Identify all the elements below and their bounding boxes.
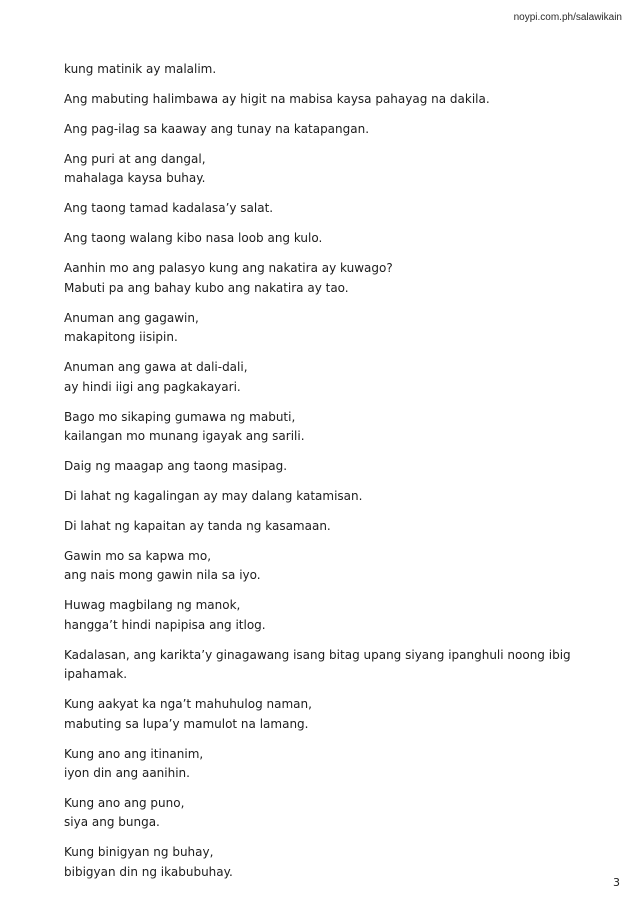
proverb-item: Kung ano ang itinanim, iyon din ang aanihin. [64, 746, 204, 781]
page-number: 3 [613, 876, 620, 889]
proverb-item: Anuman ang gagawin, makapitong iisipin. [64, 310, 199, 345]
proverb-item: Bago mo sikaping gumawa ng mabuti, kailangan mo munang igayak ang sarili. [64, 409, 305, 444]
proverb-item: Ang taong walang kibo nasa loob ang kulo. [64, 231, 323, 246]
proverb-item: Ang taong tamad kadalasa’y salat. [64, 201, 274, 216]
proverb-item: Ang puri at ang dangal, mahalaga kaysa buhay. [64, 152, 206, 186]
proverb-item: Anuman ang gawa at dali-dali, ay hindi iigi ang pagkakayari. [64, 360, 248, 394]
proverb-item: Di lahat ng kapaitan ay tanda ng kasamaan. [64, 519, 331, 534]
proverb-item: kung matinik ay malalim. [64, 62, 217, 76]
proverb-item: Huwag magbilang ng manok, hangga’t hindi napipisa ang itlog. [64, 598, 266, 632]
proverb-item: Kung ano ang puno, siya ang bunga. [64, 796, 185, 830]
proverb-list [64, 60, 604, 893]
proverb-item: Ang mabuting halimbawa ay higit na mabisa kaysa pahayag na dakila. [64, 92, 490, 106]
proverb-item: Daig ng maagap ang taong masipag. [64, 459, 288, 474]
source-url: noypi.com.ph/salawikain [513, 12, 622, 23]
proverb-item: Kung aakyat ka nga’t mahuhulog naman, mabuting sa lupa’y mamulot na lamang. [64, 697, 312, 731]
proverb-item: Kadalasan, ang karikta’y ginagawang isang bitag upang siyang ipanghuli noong ibig ipahamak. [64, 647, 571, 682]
proverb-item: Kung binigyan ng buhay, bibigyan din ng ikabubuhay. [64, 845, 233, 879]
proverb-item: Aanhin mo ang palasyo kung ang nakatira ay kuwago? Mabuti pa ang bahay kubo ang nakatira ay tao. [64, 261, 393, 295]
proverb-item: Gawin mo sa kapwa mo, ang nais mong gawin nila sa iyo. [64, 549, 261, 583]
proverb-item: Ang pag-ilag sa kaaway ang tunay na katapangan. [64, 122, 370, 136]
proverb-item: Di lahat ng kagalingan ay may dalang katamisan. [64, 489, 363, 504]
